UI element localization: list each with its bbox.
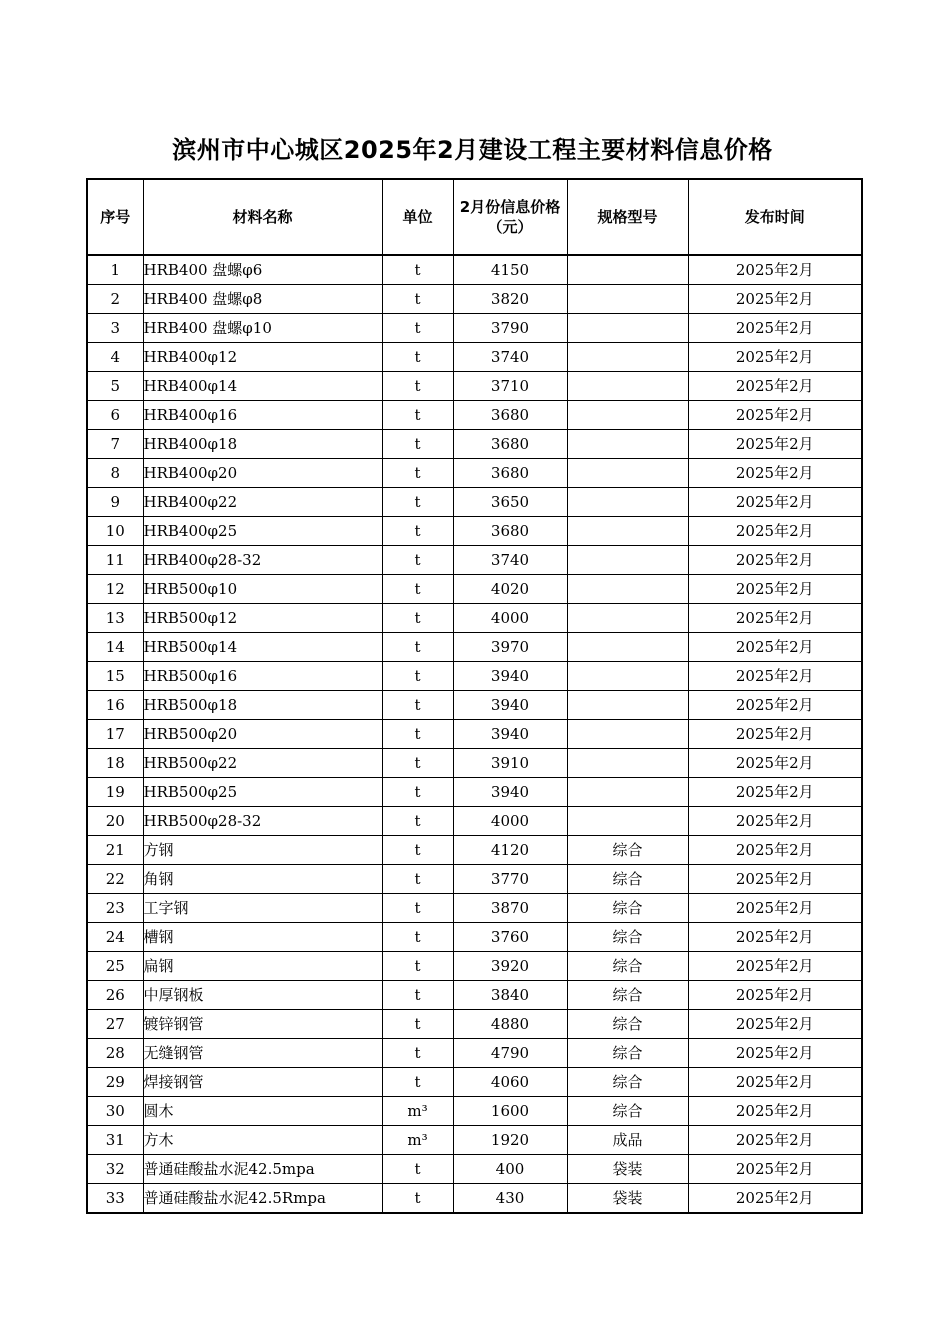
unit-cell: t <box>382 836 453 865</box>
table-body <box>87 255 862 1213</box>
table-row <box>87 807 862 836</box>
row-index-cell: 31 <box>87 1126 143 1155</box>
table-row <box>87 1155 862 1184</box>
publish-date-cell: 2025年2月 <box>688 865 862 894</box>
table-row <box>87 691 862 720</box>
unit-cell: t <box>382 343 453 372</box>
publish-date-cell: 2025年2月 <box>688 343 862 372</box>
publish-date-cell: 2025年2月 <box>688 749 862 778</box>
publish-date-cell: 2025年2月 <box>688 401 862 430</box>
spec-cell: 综合 <box>567 1068 688 1097</box>
row-index-cell: 33 <box>87 1184 143 1214</box>
material-name-cell: HRB500φ14 <box>143 633 382 662</box>
spec-cell: 袋装 <box>567 1155 688 1184</box>
publish-date-cell: 2025年2月 <box>688 1097 862 1126</box>
price-cell: 3740 <box>453 546 567 575</box>
row-index-cell: 18 <box>87 749 143 778</box>
table-row <box>87 488 862 517</box>
unit-cell: t <box>382 546 453 575</box>
material-name-cell: 方木 <box>143 1126 382 1155</box>
row-index-cell: 6 <box>87 401 143 430</box>
header-date: 发布时间 <box>688 179 862 255</box>
price-cell: 3710 <box>453 372 567 401</box>
row-index-cell: 23 <box>87 894 143 923</box>
price-cell: 3940 <box>453 691 567 720</box>
material-name-cell: HRB400 盘螺φ8 <box>143 285 382 314</box>
row-index-cell: 8 <box>87 459 143 488</box>
publish-date-cell: 2025年2月 <box>688 1039 862 1068</box>
spec-cell <box>567 749 688 778</box>
unit-cell: t <box>382 430 453 459</box>
row-index-cell: 9 <box>87 488 143 517</box>
row-index-cell: 30 <box>87 1097 143 1126</box>
unit-cell: t <box>382 488 453 517</box>
spec-cell <box>567 546 688 575</box>
price-cell: 4020 <box>453 575 567 604</box>
price-cell: 3820 <box>453 285 567 314</box>
publish-date-cell: 2025年2月 <box>688 488 862 517</box>
price-cell: 1600 <box>453 1097 567 1126</box>
unit-cell: t <box>382 372 453 401</box>
unit-cell: t <box>382 749 453 778</box>
publish-date-cell: 2025年2月 <box>688 778 862 807</box>
spec-cell <box>567 430 688 459</box>
table-row <box>87 836 862 865</box>
row-index-cell: 26 <box>87 981 143 1010</box>
material-name-cell: 普通硅酸盐水泥42.5mpa <box>143 1155 382 1184</box>
material-name-cell: 中厚钢板 <box>143 981 382 1010</box>
price-cell: 4000 <box>453 604 567 633</box>
price-cell: 3740 <box>453 343 567 372</box>
price-cell: 400 <box>453 1155 567 1184</box>
publish-date-cell: 2025年2月 <box>688 807 862 836</box>
table-row <box>87 459 862 488</box>
material-name-cell: 扁钢 <box>143 952 382 981</box>
publish-date-cell: 2025年2月 <box>688 720 862 749</box>
spec-cell: 成品 <box>567 1126 688 1155</box>
price-cell: 4880 <box>453 1010 567 1039</box>
spec-cell <box>567 459 688 488</box>
material-name-cell: HRB400 盘螺φ6 <box>143 255 382 285</box>
material-name-cell: HRB400φ16 <box>143 401 382 430</box>
row-index-cell: 20 <box>87 807 143 836</box>
unit-cell: t <box>382 662 453 691</box>
table-header-row <box>87 179 862 255</box>
table-row <box>87 1097 862 1126</box>
material-name-cell: 方钢 <box>143 836 382 865</box>
price-cell: 4120 <box>453 836 567 865</box>
publish-date-cell: 2025年2月 <box>688 836 862 865</box>
spec-cell <box>567 778 688 807</box>
price-cell: 3680 <box>453 517 567 546</box>
spec-cell <box>567 633 688 662</box>
unit-cell: t <box>382 401 453 430</box>
table-row <box>87 778 862 807</box>
publish-date-cell: 2025年2月 <box>688 1184 862 1214</box>
publish-date-cell: 2025年2月 <box>688 1010 862 1039</box>
spec-cell <box>567 285 688 314</box>
row-index-cell: 11 <box>87 546 143 575</box>
row-index-cell: 32 <box>87 1155 143 1184</box>
material-name-cell: 圆木 <box>143 1097 382 1126</box>
unit-cell: t <box>382 1068 453 1097</box>
unit-cell: t <box>382 575 453 604</box>
spec-cell <box>567 488 688 517</box>
material-name-cell: HRB500φ10 <box>143 575 382 604</box>
row-index-cell: 12 <box>87 575 143 604</box>
price-cell: 3760 <box>453 923 567 952</box>
spec-cell <box>567 691 688 720</box>
price-cell: 3920 <box>453 952 567 981</box>
publish-date-cell: 2025年2月 <box>688 1155 862 1184</box>
publish-date-cell: 2025年2月 <box>688 1068 862 1097</box>
price-cell: 4790 <box>453 1039 567 1068</box>
table-row <box>87 314 862 343</box>
price-cell: 1920 <box>453 1126 567 1155</box>
material-name-cell: 无缝钢管 <box>143 1039 382 1068</box>
material-name-cell: 普通硅酸盐水泥42.5Rmpa <box>143 1184 382 1214</box>
header-index: 序号 <box>87 179 143 255</box>
material-name-cell: HRB500φ16 <box>143 662 382 691</box>
material-name-cell: HRB400 盘螺φ10 <box>143 314 382 343</box>
spec-cell <box>567 807 688 836</box>
row-index-cell: 16 <box>87 691 143 720</box>
spec-cell <box>567 662 688 691</box>
table-row <box>87 517 862 546</box>
table-row <box>87 546 862 575</box>
price-cell: 4150 <box>453 255 567 285</box>
table-row <box>87 749 862 778</box>
row-index-cell: 24 <box>87 923 143 952</box>
unit-cell: t <box>382 517 453 546</box>
publish-date-cell: 2025年2月 <box>688 546 862 575</box>
unit-cell: t <box>382 720 453 749</box>
row-index-cell: 29 <box>87 1068 143 1097</box>
unit-cell: m³ <box>382 1097 453 1126</box>
price-cell: 3910 <box>453 749 567 778</box>
material-name-cell: HRB400φ20 <box>143 459 382 488</box>
table-row <box>87 952 862 981</box>
spec-cell: 综合 <box>567 952 688 981</box>
material-name-cell: HRB500φ25 <box>143 778 382 807</box>
unit-cell: t <box>382 285 453 314</box>
price-cell: 3650 <box>453 488 567 517</box>
header-price: 2月份信息价格（元） <box>453 179 567 255</box>
table-row <box>87 1039 862 1068</box>
spec-cell <box>567 255 688 285</box>
material-name-cell: 角钢 <box>143 865 382 894</box>
publish-date-cell: 2025年2月 <box>688 981 862 1010</box>
page-title: 滨州市中心城区2025年2月建设工程主要材料信息价格 <box>172 136 773 164</box>
row-index-cell: 15 <box>87 662 143 691</box>
unit-cell: t <box>382 255 453 285</box>
price-cell: 3680 <box>453 401 567 430</box>
publish-date-cell: 2025年2月 <box>688 575 862 604</box>
price-cell: 3940 <box>453 720 567 749</box>
material-name-cell: HRB500φ22 <box>143 749 382 778</box>
table-row <box>87 633 862 662</box>
material-name-cell: 工字钢 <box>143 894 382 923</box>
row-index-cell: 28 <box>87 1039 143 1068</box>
unit-cell: t <box>382 691 453 720</box>
spec-cell <box>567 604 688 633</box>
publish-date-cell: 2025年2月 <box>688 894 862 923</box>
publish-date-cell: 2025年2月 <box>688 604 862 633</box>
unit-cell: t <box>382 633 453 662</box>
material-name-cell: HRB400φ25 <box>143 517 382 546</box>
price-cell: 4000 <box>453 807 567 836</box>
price-cell: 3840 <box>453 981 567 1010</box>
table-row <box>87 981 862 1010</box>
table-row <box>87 720 862 749</box>
unit-cell: t <box>382 923 453 952</box>
price-cell: 3940 <box>453 778 567 807</box>
spec-cell <box>567 517 688 546</box>
spec-cell: 综合 <box>567 923 688 952</box>
row-index-cell: 22 <box>87 865 143 894</box>
row-index-cell: 10 <box>87 517 143 546</box>
table-row <box>87 255 862 285</box>
price-cell: 4060 <box>453 1068 567 1097</box>
price-cell: 3770 <box>453 865 567 894</box>
table-row <box>87 343 862 372</box>
row-index-cell: 13 <box>87 604 143 633</box>
unit-cell: t <box>382 1184 453 1214</box>
publish-date-cell: 2025年2月 <box>688 517 862 546</box>
spec-cell: 综合 <box>567 981 688 1010</box>
row-index-cell: 1 <box>87 255 143 285</box>
price-cell: 3940 <box>453 662 567 691</box>
row-index-cell: 21 <box>87 836 143 865</box>
publish-date-cell: 2025年2月 <box>688 255 862 285</box>
publish-date-cell: 2025年2月 <box>688 314 862 343</box>
table-row <box>87 430 862 459</box>
material-name-cell: 镀锌钢管 <box>143 1010 382 1039</box>
spec-cell: 综合 <box>567 865 688 894</box>
material-name-cell: 槽钢 <box>143 923 382 952</box>
table-row <box>87 1184 862 1214</box>
unit-cell: t <box>382 604 453 633</box>
unit-cell: m³ <box>382 1126 453 1155</box>
material-name-cell: 焊接钢管 <box>143 1068 382 1097</box>
price-cell: 3680 <box>453 459 567 488</box>
table-row <box>87 1068 862 1097</box>
spec-cell <box>567 314 688 343</box>
publish-date-cell: 2025年2月 <box>688 430 862 459</box>
row-index-cell: 14 <box>87 633 143 662</box>
price-cell: 3970 <box>453 633 567 662</box>
unit-cell: t <box>382 952 453 981</box>
publish-date-cell: 2025年2月 <box>688 459 862 488</box>
material-name-cell: HRB400φ18 <box>143 430 382 459</box>
unit-cell: t <box>382 1039 453 1068</box>
unit-cell: t <box>382 894 453 923</box>
table-row <box>87 894 862 923</box>
spec-cell: 综合 <box>567 836 688 865</box>
material-name-cell: HRB400φ14 <box>143 372 382 401</box>
header-spec: 规格型号 <box>567 179 688 255</box>
spec-cell <box>567 575 688 604</box>
unit-cell: t <box>382 807 453 836</box>
row-index-cell: 19 <box>87 778 143 807</box>
spec-cell <box>567 720 688 749</box>
unit-cell: t <box>382 865 453 894</box>
publish-date-cell: 2025年2月 <box>688 1126 862 1155</box>
price-table <box>86 178 863 1214</box>
spec-cell: 综合 <box>567 894 688 923</box>
price-cell: 3790 <box>453 314 567 343</box>
unit-cell: t <box>382 459 453 488</box>
table-row <box>87 604 862 633</box>
row-index-cell: 4 <box>87 343 143 372</box>
table-row <box>87 372 862 401</box>
publish-date-cell: 2025年2月 <box>688 633 862 662</box>
material-name-cell: HRB500φ12 <box>143 604 382 633</box>
unit-cell: t <box>382 314 453 343</box>
material-name-cell: HRB400φ12 <box>143 343 382 372</box>
table-row <box>87 923 862 952</box>
publish-date-cell: 2025年2月 <box>688 662 862 691</box>
material-name-cell: HRB400φ28-32 <box>143 546 382 575</box>
publish-date-cell: 2025年2月 <box>688 285 862 314</box>
spec-cell <box>567 372 688 401</box>
unit-cell: t <box>382 1010 453 1039</box>
table-row <box>87 575 862 604</box>
row-index-cell: 5 <box>87 372 143 401</box>
publish-date-cell: 2025年2月 <box>688 372 862 401</box>
spec-cell: 袋装 <box>567 1184 688 1214</box>
header-unit: 单位 <box>382 179 453 255</box>
material-name-cell: HRB500φ28-32 <box>143 807 382 836</box>
table-row <box>87 865 862 894</box>
price-cell: 3870 <box>453 894 567 923</box>
row-index-cell: 2 <box>87 285 143 314</box>
header-material-name: 材料名称 <box>143 179 382 255</box>
publish-date-cell: 2025年2月 <box>688 691 862 720</box>
row-index-cell: 7 <box>87 430 143 459</box>
unit-cell: t <box>382 778 453 807</box>
publish-date-cell: 2025年2月 <box>688 952 862 981</box>
publish-date-cell: 2025年2月 <box>688 923 862 952</box>
spec-cell: 综合 <box>567 1010 688 1039</box>
spec-cell: 综合 <box>567 1097 688 1126</box>
table-row <box>87 662 862 691</box>
row-index-cell: 17 <box>87 720 143 749</box>
unit-cell: t <box>382 1155 453 1184</box>
material-name-cell: HRB500φ20 <box>143 720 382 749</box>
material-name-cell: HRB400φ22 <box>143 488 382 517</box>
table-row <box>87 1126 862 1155</box>
table-row <box>87 285 862 314</box>
spec-cell <box>567 343 688 372</box>
unit-cell: t <box>382 981 453 1010</box>
row-index-cell: 3 <box>87 314 143 343</box>
spec-cell: 综合 <box>567 1039 688 1068</box>
price-cell: 430 <box>453 1184 567 1214</box>
table-row <box>87 401 862 430</box>
row-index-cell: 27 <box>87 1010 143 1039</box>
material-name-cell: HRB500φ18 <box>143 691 382 720</box>
table-row <box>87 1010 862 1039</box>
price-cell: 3680 <box>453 430 567 459</box>
row-index-cell: 25 <box>87 952 143 981</box>
spec-cell <box>567 401 688 430</box>
